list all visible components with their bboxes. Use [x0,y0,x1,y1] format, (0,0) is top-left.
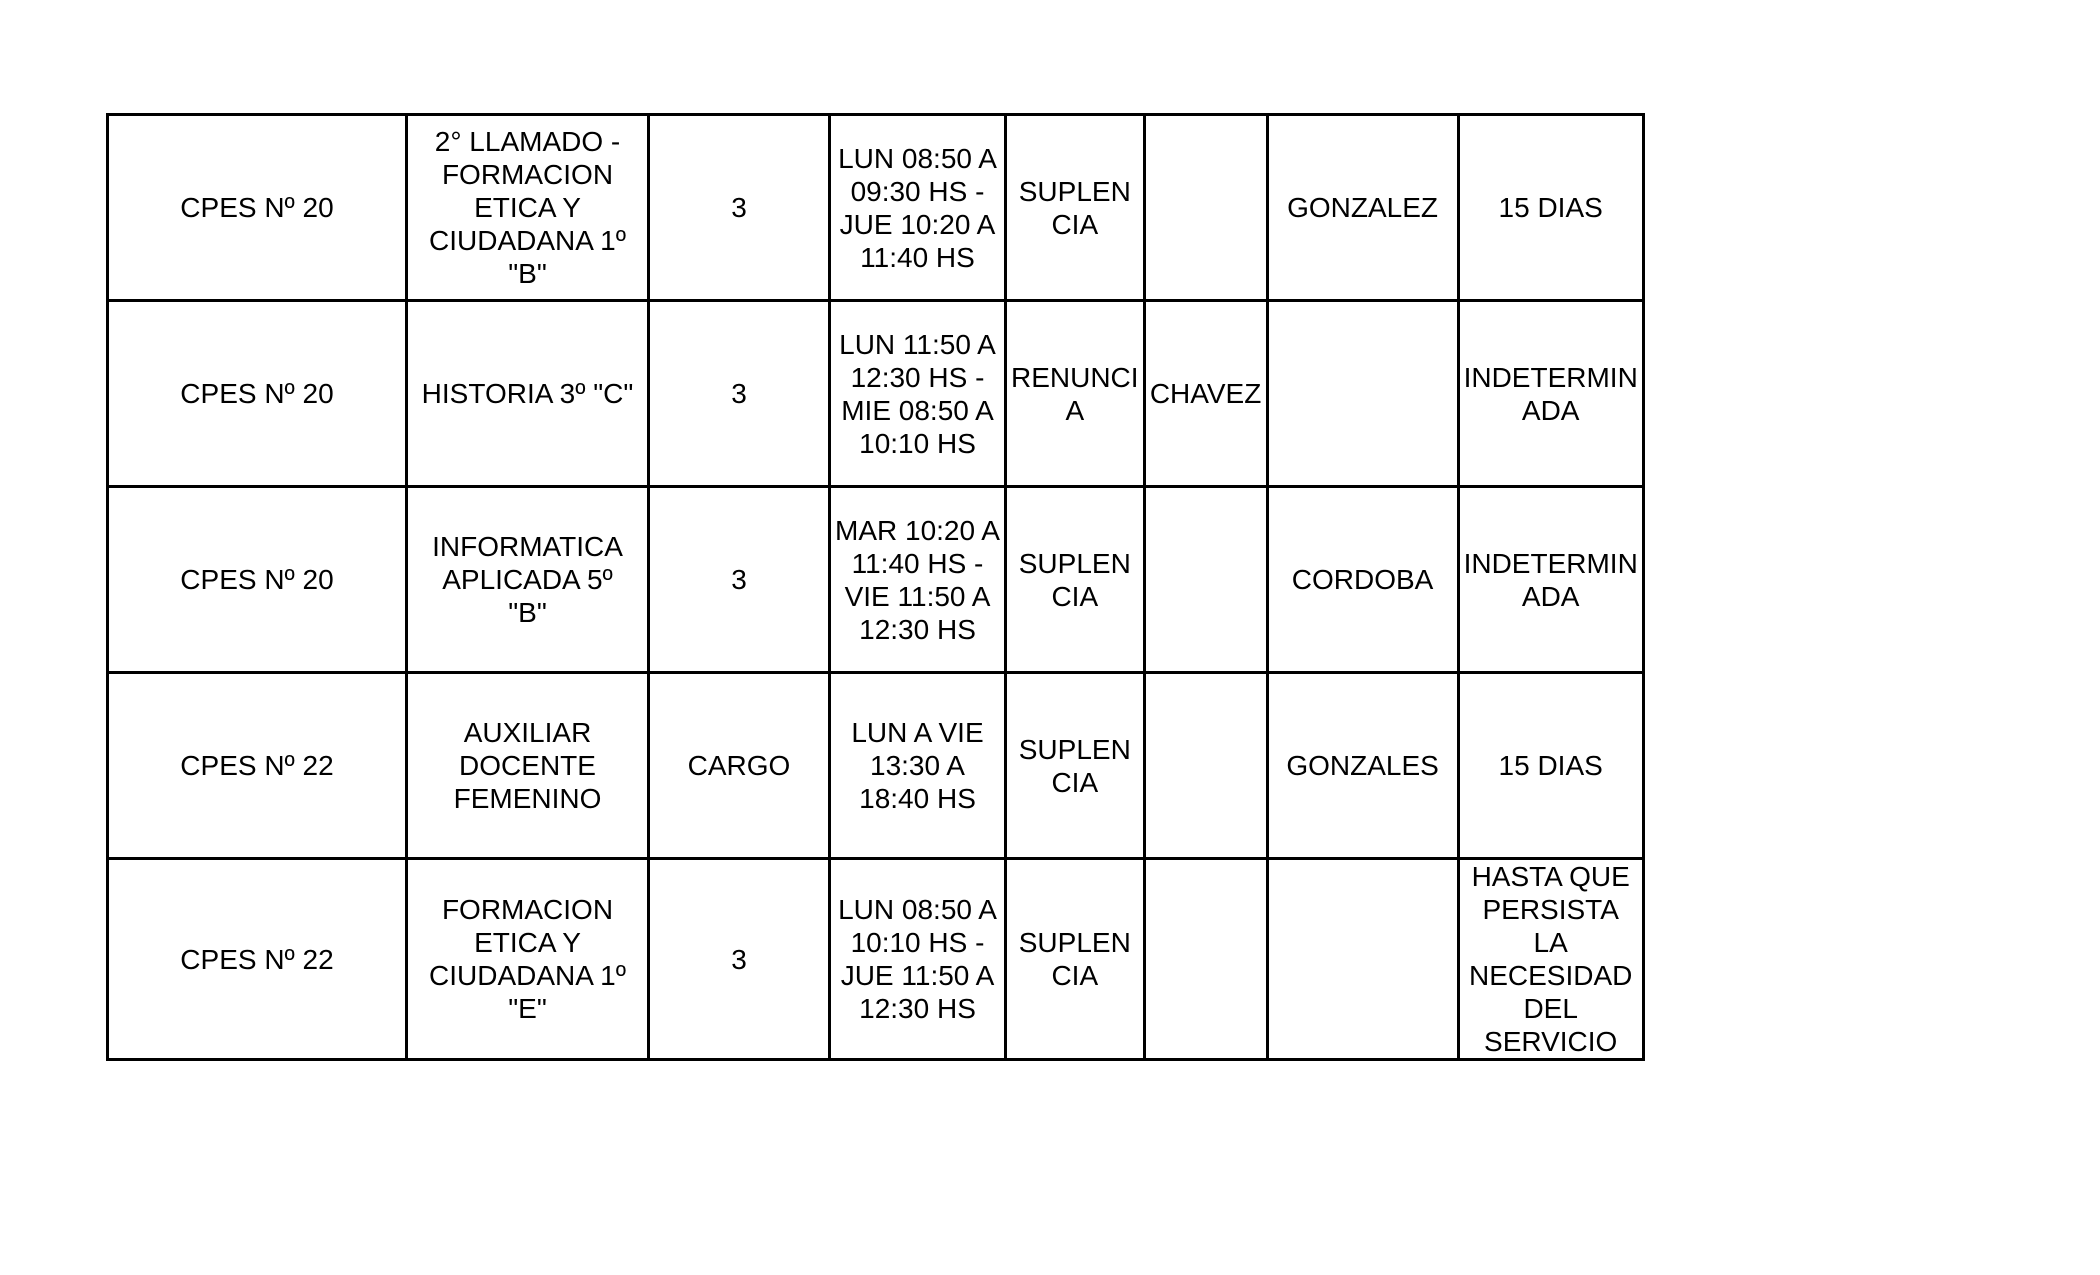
duration-cell-text: INDETERMIN ADA [1463,361,1638,426]
situation-cell-text: RENUNCI A [1011,361,1139,426]
hours-cell [649,487,830,673]
schedule-cell-text: MAR 10:20 A 11:40 HS - VIE 11:50 A 12:30 HS [835,514,1000,645]
hours-cell-text: 3 [731,943,747,975]
duration-cell [1458,115,1643,301]
school-cell-text: CPES Nº 20 [180,192,334,223]
replacement-cell-text: GONZALES [1286,750,1439,781]
situation-cell [1006,115,1145,301]
situation-cell [1006,487,1145,673]
schedule-cell [830,859,1006,1060]
duration-cell [1458,487,1643,673]
duration-cell-text: 15 DIAS [1498,192,1603,223]
replacement-cell-text: GONZALEZ [1287,192,1439,223]
schedule-cell [830,115,1006,301]
subject-cell [407,301,649,487]
schedule-cell-text: LUN A VIE 13:30 A 18:40 HS [851,717,984,814]
schedule-cell-text: LUN 11:50 A 12:30 HS - MIE 08:50 A 10:10 HS [839,328,996,459]
subject-cell [407,487,649,673]
table-row [108,673,1644,859]
subject-cell-text: HISTORIA 3º "C" [421,378,634,409]
hours-cell [649,115,830,301]
duration-cell [1458,673,1643,859]
schedule-cell [830,301,1006,487]
school-cell [108,115,407,301]
replacement-cell-text: CORDOBA [1291,564,1434,595]
hours-cell [649,673,830,859]
hours-cell-text: 3 [731,378,747,409]
vacancies-table [106,113,1645,1061]
duration-cell-text: 15 DIAS [1498,750,1603,781]
holder-cell [1144,859,1267,1060]
subject-cell [407,115,649,301]
school-cell-text: CPES Nº 20 [180,378,334,409]
situation-cell [1006,673,1145,859]
subject-cell-text: 2° LLAMADO - FORMACION ETICA Y CIUDADANA 1º "B" [429,126,626,289]
subject-cell-text: AUXILIAR DOCENTE FEMENINO [453,717,602,814]
table-row [108,859,1644,1060]
table-row [108,301,1644,487]
situation-cell-text: SUPLEN CIA [1018,733,1131,798]
hours-cell-text: 3 [731,192,747,223]
hours-cell-text: CARGO [687,750,791,781]
replacement-cell [1267,487,1458,673]
duration-cell-text: HASTA QUE PERSISTA LA NECESIDAD DEL SERVICIO [1468,861,1633,1057]
school-cell-text: CPES Nº 22 [180,750,334,781]
holder-cell [1144,115,1267,301]
school-cell [108,301,407,487]
hours-cell [649,859,830,1060]
duration-cell-text: INDETERMIN ADA [1463,547,1638,612]
school-cell [108,859,407,1060]
table-row [108,115,1644,301]
holder-cell [1144,673,1267,859]
hours-cell [649,301,830,487]
replacement-cell [1267,859,1458,1060]
table-row [108,487,1644,673]
holder-cell [1144,487,1267,673]
schedule-cell [830,487,1006,673]
subject-cell-text: INFORMATICA APLICADA 5º "B" [432,531,623,628]
schedule-cell-text: LUN 08:50 A 09:30 HS - JUE 10:20 A 11:40 HS [838,142,997,273]
hours-cell-text: 3 [731,564,747,595]
situation-cell-text: SUPLEN CIA [1018,547,1131,612]
subject-cell [407,859,649,1060]
subject-cell-text: FORMACION ETICA Y CIUDADANA 1º "E" [429,894,626,1024]
situation-cell-text: SUPLEN CIA [1018,927,1131,991]
schedule-cell-text: LUN 08:50 A 10:10 HS - JUE 11:50 A 12:30 HS [838,894,997,1024]
situation-cell-text: SUPLEN CIA [1018,175,1131,240]
duration-cell [1458,301,1643,487]
situation-cell [1006,859,1145,1060]
holder-cell [1144,301,1267,487]
replacement-cell [1267,301,1458,487]
school-cell-text: CPES Nº 22 [180,943,334,975]
duration-cell [1458,859,1643,1060]
schedule-cell [830,673,1006,859]
holder-cell-text: CHAVEZ [1149,378,1262,409]
situation-cell [1006,301,1145,487]
school-cell [108,487,407,673]
replacement-cell [1267,673,1458,859]
table-body [108,115,1644,1060]
replacement-cell [1267,115,1458,301]
subject-cell [407,673,649,859]
school-cell-text: CPES Nº 20 [180,564,334,595]
school-cell [108,673,407,859]
